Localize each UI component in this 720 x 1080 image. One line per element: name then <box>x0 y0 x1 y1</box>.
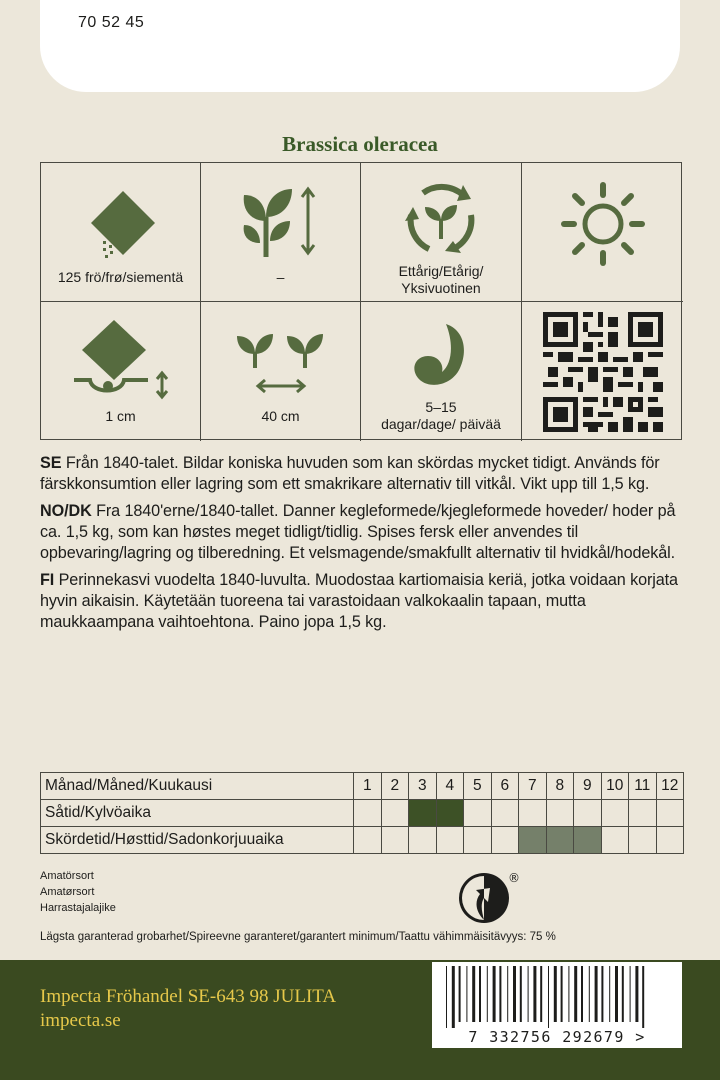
cell-seed-count <box>41 163 201 302</box>
harvest-cell <box>354 827 382 854</box>
qr-code-icon[interactable] <box>543 312 663 432</box>
month-3: 3 <box>409 773 437 800</box>
germination-guarantee: Lägsta garanterad grobarhet/Spireevne garanteret/garantert minimum/Taattu vähimmäisitävyys: 75 % <box>40 931 556 943</box>
full-sun-icon <box>558 179 648 269</box>
annual-cycle-icon <box>401 179 481 259</box>
variety-type-no: Amatørsort <box>40 886 95 898</box>
sowing-cell <box>546 800 574 827</box>
plant-spacing-icon <box>233 328 329 398</box>
barcode-number: 7 332756 292679 > <box>468 1028 646 1046</box>
harvest-cell <box>546 827 574 854</box>
barcode-bar <box>533 966 536 1022</box>
sowing-cell <box>436 800 464 827</box>
barcode-bar <box>548 966 549 1028</box>
barcode-bar <box>609 966 610 1022</box>
calendar-header-row <box>41 773 684 800</box>
sowing-calendar <box>40 772 684 854</box>
month-8: 8 <box>546 773 574 800</box>
cell-qr-code <box>522 302 683 441</box>
barcode-bar <box>601 966 603 1022</box>
barcode-bar <box>630 966 631 1022</box>
barcode-bar <box>568 966 569 1022</box>
barcode-bar <box>446 966 447 1028</box>
seed-count-text: 125 frö/frø/siementä <box>57 269 184 285</box>
description-nodk-text: Fra 1840'erne/1840-tallet. Danner kegleformede/kjegleformede hoveder/ hoder på ca. 1,5 kg, som kan høstes meget tidligt/tidlig. Spises fersk eller anvendes til opbevaring/lagring og tilberedning. Et velsmagende/smakfullt alternativ til hvidkål/hodekål. <box>40 502 676 562</box>
barcode-bar <box>493 966 496 1022</box>
harvest-cell <box>574 827 602 854</box>
barcode-bar <box>581 966 583 1022</box>
month-4: 4 <box>436 773 464 800</box>
sowing-cell <box>601 800 629 827</box>
lot-number: 70 52 45 <box>78 14 145 31</box>
barcode-bar <box>507 966 508 1022</box>
variety-type <box>40 868 116 916</box>
barcode-bar <box>595 966 598 1022</box>
harvest-cell <box>436 827 464 854</box>
lifecycle-line2: Yksivuotinen <box>401 280 481 296</box>
lang-code-fi: FI <box>40 571 55 589</box>
plant-height-text: – <box>276 269 285 285</box>
barcode-bar <box>622 966 624 1022</box>
registered-mark: ® <box>508 871 520 885</box>
description-se-text: Från 1840-talet. Bildar koniska huvuden som kan skördas mycket tidigt. Används för färskkonsumtion eller lagring som ett smakrikare alternativ till vitkål. Vikt upp till 1,5 kg. <box>40 454 660 493</box>
barcode-bar <box>499 966 501 1022</box>
sowing-cell <box>409 800 437 827</box>
month-2: 2 <box>381 773 409 800</box>
sowing-cell <box>491 800 519 827</box>
lifecycle-text <box>361 263 521 297</box>
calendar-sowing-row <box>41 800 684 827</box>
barcode-bar <box>589 966 590 1022</box>
lifecycle-line1: Ettårig/Etårig/ <box>398 263 484 279</box>
barcode-bar <box>574 966 577 1022</box>
description-fi <box>40 570 682 633</box>
barcode-bar <box>452 966 455 1028</box>
barcode-bar <box>479 966 481 1022</box>
lang-code-nodk: NO/DK <box>40 502 92 520</box>
month-9: 9 <box>574 773 602 800</box>
sowing-row-label: Såtid/Kylvöaika <box>41 800 354 827</box>
harvest-cell <box>601 827 629 854</box>
barcode-bar <box>487 966 488 1022</box>
barcode-bar <box>635 966 638 1022</box>
harvest-cell <box>629 827 657 854</box>
barcode-bar <box>540 966 542 1022</box>
plant-height-icon <box>236 181 326 261</box>
barcode-bars <box>432 962 682 1032</box>
variety-type-se: Amatörsort <box>40 870 94 882</box>
cell-plant-spacing <box>201 302 361 441</box>
sowing-cell <box>656 800 684 827</box>
description-nodk <box>40 501 682 564</box>
harvest-cell <box>656 827 684 854</box>
company-website[interactable]: impecta.se <box>40 1010 121 1031</box>
barcode-bar <box>459 966 461 1022</box>
harvest-cell <box>381 827 409 854</box>
germination-unit: dagar/dage/ päivää <box>381 416 501 432</box>
barcode-bar <box>554 966 557 1022</box>
plant-spacing-text: 40 cm <box>261 408 300 424</box>
sowing-depth-text: 1 cm <box>105 408 136 424</box>
sowing-cell <box>354 800 382 827</box>
info-icon-grid <box>40 162 682 440</box>
harvest-cell <box>409 827 437 854</box>
cell-sowing-depth <box>41 302 201 441</box>
description-block <box>40 453 682 639</box>
month-12: 12 <box>656 773 684 800</box>
calendar-harvest-row <box>41 827 684 854</box>
month-11: 11 <box>629 773 657 800</box>
description-se <box>40 453 682 495</box>
variety-type-fi: Harrastajalajike <box>40 902 116 914</box>
sowing-depth-icon <box>66 316 176 402</box>
cell-sun <box>522 163 683 302</box>
harvest-cell <box>491 827 519 854</box>
barcode-bar <box>520 966 522 1022</box>
barcode-bar <box>642 966 644 1028</box>
sowing-cell <box>629 800 657 827</box>
germination-text <box>361 399 521 433</box>
barcode-bar <box>528 966 529 1022</box>
cell-plant-height <box>201 163 361 302</box>
species-name: Brassica oleracea <box>282 132 438 156</box>
company-name: Impecta Fröhandel SE-643 98 JULITA <box>40 986 337 1007</box>
company-info <box>40 985 336 1033</box>
lang-code-se: SE <box>40 454 62 472</box>
sowing-cell <box>574 800 602 827</box>
cell-lifecycle <box>361 163 522 302</box>
barcode-bar <box>513 966 516 1022</box>
barcode-bar <box>561 966 563 1022</box>
barcode-bar <box>472 966 475 1022</box>
barcode-bar <box>466 966 467 1022</box>
seed-packet-icon <box>81 185 161 265</box>
germination-sprout-icon <box>406 316 476 396</box>
month-10: 10 <box>601 773 629 800</box>
description-fi-text: Perinnekasvi vuodelta 1840-luvulta. Muodostaa kartiomaisia keriä, jotka voidaan korjata hyvin aikaisin. Käytetään tuoreena tai varastoidaan valkokaalin tapaan, mutta maukkaampana vaihtoehtona. Paino jopa 1,5 kg. <box>40 571 678 631</box>
month-7: 7 <box>519 773 547 800</box>
month-5: 5 <box>464 773 492 800</box>
sowing-cell <box>464 800 492 827</box>
month-1: 1 <box>354 773 382 800</box>
barcode-bar <box>615 966 618 1022</box>
sowing-cell <box>519 800 547 827</box>
green-dot-recycling-icon <box>456 866 526 926</box>
harvest-cell <box>519 827 547 854</box>
harvest-row-label: Skördetid/Høsttid/Sadonkorjuuaika <box>41 827 354 854</box>
sowing-cell <box>381 800 409 827</box>
cell-germination <box>361 302 522 441</box>
ean-barcode <box>432 962 682 1048</box>
month-6: 6 <box>491 773 519 800</box>
calendar-month-label: Månad/Måned/Kuukausi <box>41 773 354 800</box>
harvest-cell <box>464 827 492 854</box>
germination-days: 5–15 <box>425 399 457 415</box>
